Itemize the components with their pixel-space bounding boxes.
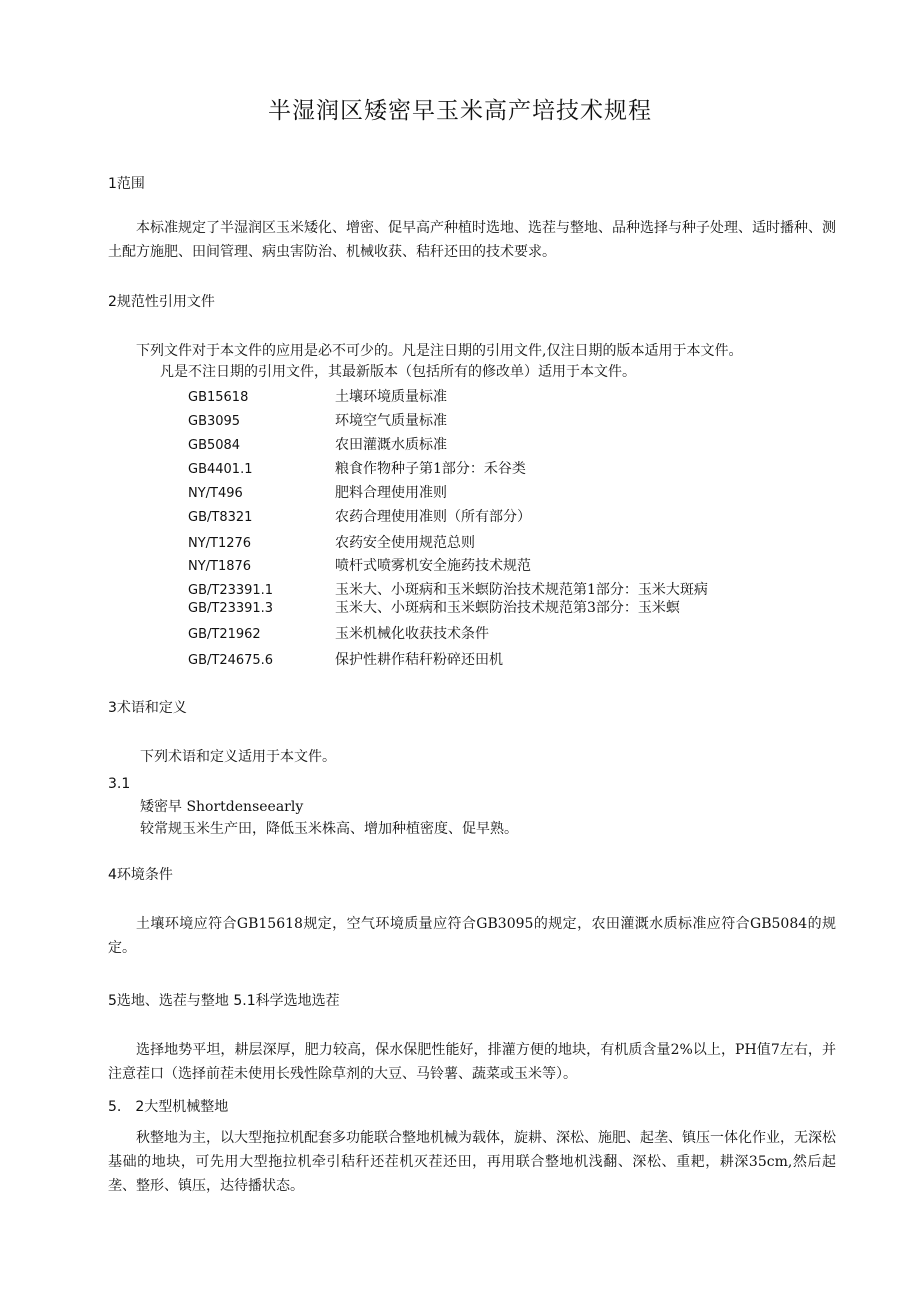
reference-code: GB/T21962 — [188, 627, 261, 642]
reference-code: GB4401.1 — [188, 462, 253, 477]
term-name: 矮密早 Shortdenseearly — [140, 799, 304, 815]
clause-3-1-number: 3.1 — [108, 776, 131, 792]
reference-title: 农药合理使用准则（所有部分） — [335, 509, 531, 525]
reference-code: GB3095 — [188, 414, 241, 429]
section-5-2-body: 秋整地为主，以大型拖拉机配套多功能联合整地机械为载体，旋耕、深松、施肥、起垄、镇压一体化作业，无深松基础的地块，可先用大型拖拉机牵引秸秆还茬机灭茬还田，再用联合整地机浅翻、深松、重耙，耕深35cm,然后起垄、整形、镇压，达待播状态。 — [108, 1130, 836, 1194]
reference-code: GB/T24675.6 — [188, 653, 274, 668]
reference-code: NY/T1276 — [188, 536, 252, 551]
reference-title: 玉米大、小斑病和玉米螟防治技术规范第1部分：玉米大斑病 — [335, 582, 708, 598]
section-2-heading: 2规范性引用文件 — [108, 294, 215, 310]
reference-title: 粮食作物种子第1部分：禾谷类 — [335, 461, 526, 477]
term-definition: 较常规玉米生产田，降低玉米株高、增加种植密度、促早熟。 — [140, 821, 518, 837]
reference-code: GB/T23391.1 — [188, 583, 274, 598]
reference-title: 土壤环境质量标准 — [335, 389, 447, 405]
reference-title: 肥料合理使用准则 — [335, 485, 447, 501]
reference-code: NY/T1876 — [188, 559, 252, 574]
section-2-intro-line-1: 下列文件对于本文件的应用是必不可少的。凡是注日期的引用文件,仅注日期的版本适用于本文件。 — [136, 343, 743, 359]
document-title: 半湿润区矮密早玉米高产培技术规程 — [268, 98, 652, 124]
reference-title: 喷杆式喷雾机安全施药技术规范 — [335, 558, 531, 574]
reference-title: 农药安全使用规范总则 — [335, 535, 475, 551]
reference-title: 保护性耕作秸秆粉碎还田机 — [335, 652, 503, 668]
reference-code: GB5084 — [188, 438, 241, 453]
reference-title: 玉米大、小斑病和玉米螟防治技术规范第3部分：玉米螟 — [335, 600, 680, 616]
section-3-intro: 下列术语和定义适用于本文件。 — [140, 749, 336, 765]
reference-title: 环境空气质量标准 — [335, 413, 447, 429]
reference-code: GB/T8321 — [188, 510, 253, 525]
section-4-heading: 4环境条件 — [108, 867, 173, 883]
section-1-body: 本标准规定了半湿润区玉米矮化、增密、促早高产种植时选地、选茬与整地、品种选择与种子处理、适时播种、测土配方施肥、田间管理、病虫害防治、机械收获、秸秆还田的技术要求。 — [108, 220, 836, 260]
reference-title: 玉米机械化收获技术条件 — [335, 626, 489, 642]
reference-code: GB/T23391.3 — [188, 601, 274, 616]
reference-title: 农田灌溉水质标准 — [335, 437, 447, 453]
section-5-heading: 5选地、选茬与整地 5.1科学选地选茬 — [108, 993, 340, 1009]
section-2-intro-line-2: 凡是不注日期的引用文件，其最新版本（包括所有的修改单）适用于本文件。 — [160, 364, 636, 380]
section-4-body: 土壤环境应符合GB15618规定，空气环境质量应符合GB3095的规定，农田灌溉水质标准应符合GB5084的规定。 — [108, 916, 836, 956]
section-5-1-body: 选择地势平坦，耕层深厚，肥力较高，保水保肥性能好，排灌方便的地块，有机质含量2%以上，PH值7左右，并注意茬口（选择前茬未使用长残性除草剂的大豆、马铃薯、蔬菜或玉米等）。 — [108, 1042, 836, 1082]
reference-code: NY/T496 — [188, 486, 243, 501]
section-3-heading: 3术语和定义 — [108, 700, 187, 716]
section-1-heading: 1范围 — [108, 176, 145, 192]
reference-code: GB15618 — [188, 390, 249, 405]
clause-5-2-heading: 5. 2大型机械整地 — [108, 1099, 229, 1115]
